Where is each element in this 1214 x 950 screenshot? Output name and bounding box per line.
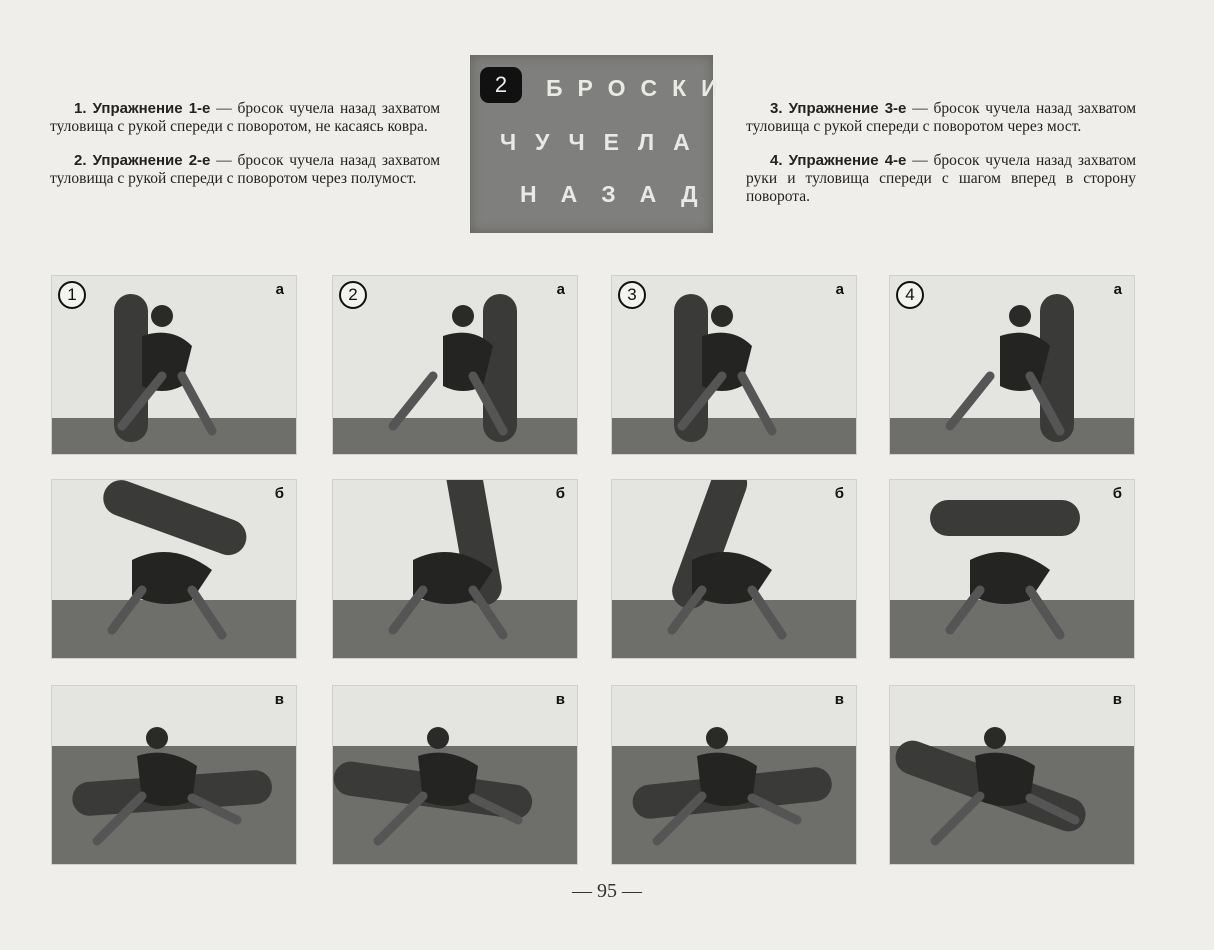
frame-letter: а	[556, 281, 565, 298]
photo-2-2	[333, 480, 577, 658]
exercise-2: 2. Упражнение 2-е — бросок чучела назад захватом туловища с рукой спереди с поворотом через полумост.	[50, 152, 440, 187]
title-line-2: ЧУЧЕЛА	[500, 129, 709, 155]
frame-letter: б	[834, 485, 844, 502]
frame-letter: в	[1112, 691, 1122, 708]
frame-number-badge: 2	[339, 281, 367, 309]
photo-1-3	[52, 686, 296, 864]
exercise-3: 3. Упражнение 3-е — бросок чучела назад захватом туловища с рукой спереди с поворотом через мост.	[746, 100, 1136, 135]
frame-letter: а	[1113, 281, 1122, 298]
photo-image	[612, 480, 856, 658]
exercise-4: 4. Упражнение 4-е — бросок чучела назад захватом руки и туловища спереди с шагом вперед в сторону поворота.	[746, 152, 1136, 205]
photo-1-2	[52, 480, 296, 658]
photo-image	[52, 480, 296, 658]
title-line-3: НАЗАД	[520, 181, 722, 207]
photo-image	[52, 686, 296, 864]
exercise-text-left	[50, 100, 440, 204]
frame-letter: в	[274, 691, 284, 708]
frame-letter: б	[1112, 485, 1122, 502]
photo-image	[333, 276, 577, 454]
photo-4-1	[890, 276, 1134, 454]
frame-number-badge: 3	[618, 281, 646, 309]
frame-letter: б	[555, 485, 565, 502]
section-title-plate	[470, 55, 733, 233]
photo-3-3	[612, 686, 856, 864]
photo-image	[890, 480, 1134, 658]
frame-letter: а	[835, 281, 844, 298]
photo-4-3	[890, 686, 1134, 864]
photo-image	[612, 276, 856, 454]
photo-3-2	[612, 480, 856, 658]
photo-2-3	[333, 686, 577, 864]
title-line-1: БРОСКИ	[546, 75, 733, 101]
photo-image	[52, 276, 296, 454]
frame-letter: в	[834, 691, 844, 708]
frame-letter: в	[555, 691, 565, 708]
frame-number-badge: 1	[58, 281, 86, 309]
photo-image	[333, 686, 577, 864]
photo-3-1	[612, 276, 856, 454]
photo-image	[333, 480, 577, 658]
exercise-1: 1. Упражнение 1-е — бросок чучела назад захватом туловища с рукой спереди с поворотом, не касаясь ковра.	[50, 100, 440, 135]
section-number-badge: 2	[480, 67, 522, 103]
photo-image	[890, 686, 1134, 864]
photo-image	[890, 276, 1134, 454]
photo-4-2	[890, 480, 1134, 658]
frame-letter: б	[274, 485, 284, 502]
exercise-text-right	[746, 100, 1136, 222]
frame-letter: а	[275, 281, 284, 298]
page-number: — 95 —	[572, 880, 642, 902]
photo-image	[612, 686, 856, 864]
frame-number-badge: 4	[896, 281, 924, 309]
photo-2-1	[333, 276, 577, 454]
photo-1-1	[52, 276, 296, 454]
